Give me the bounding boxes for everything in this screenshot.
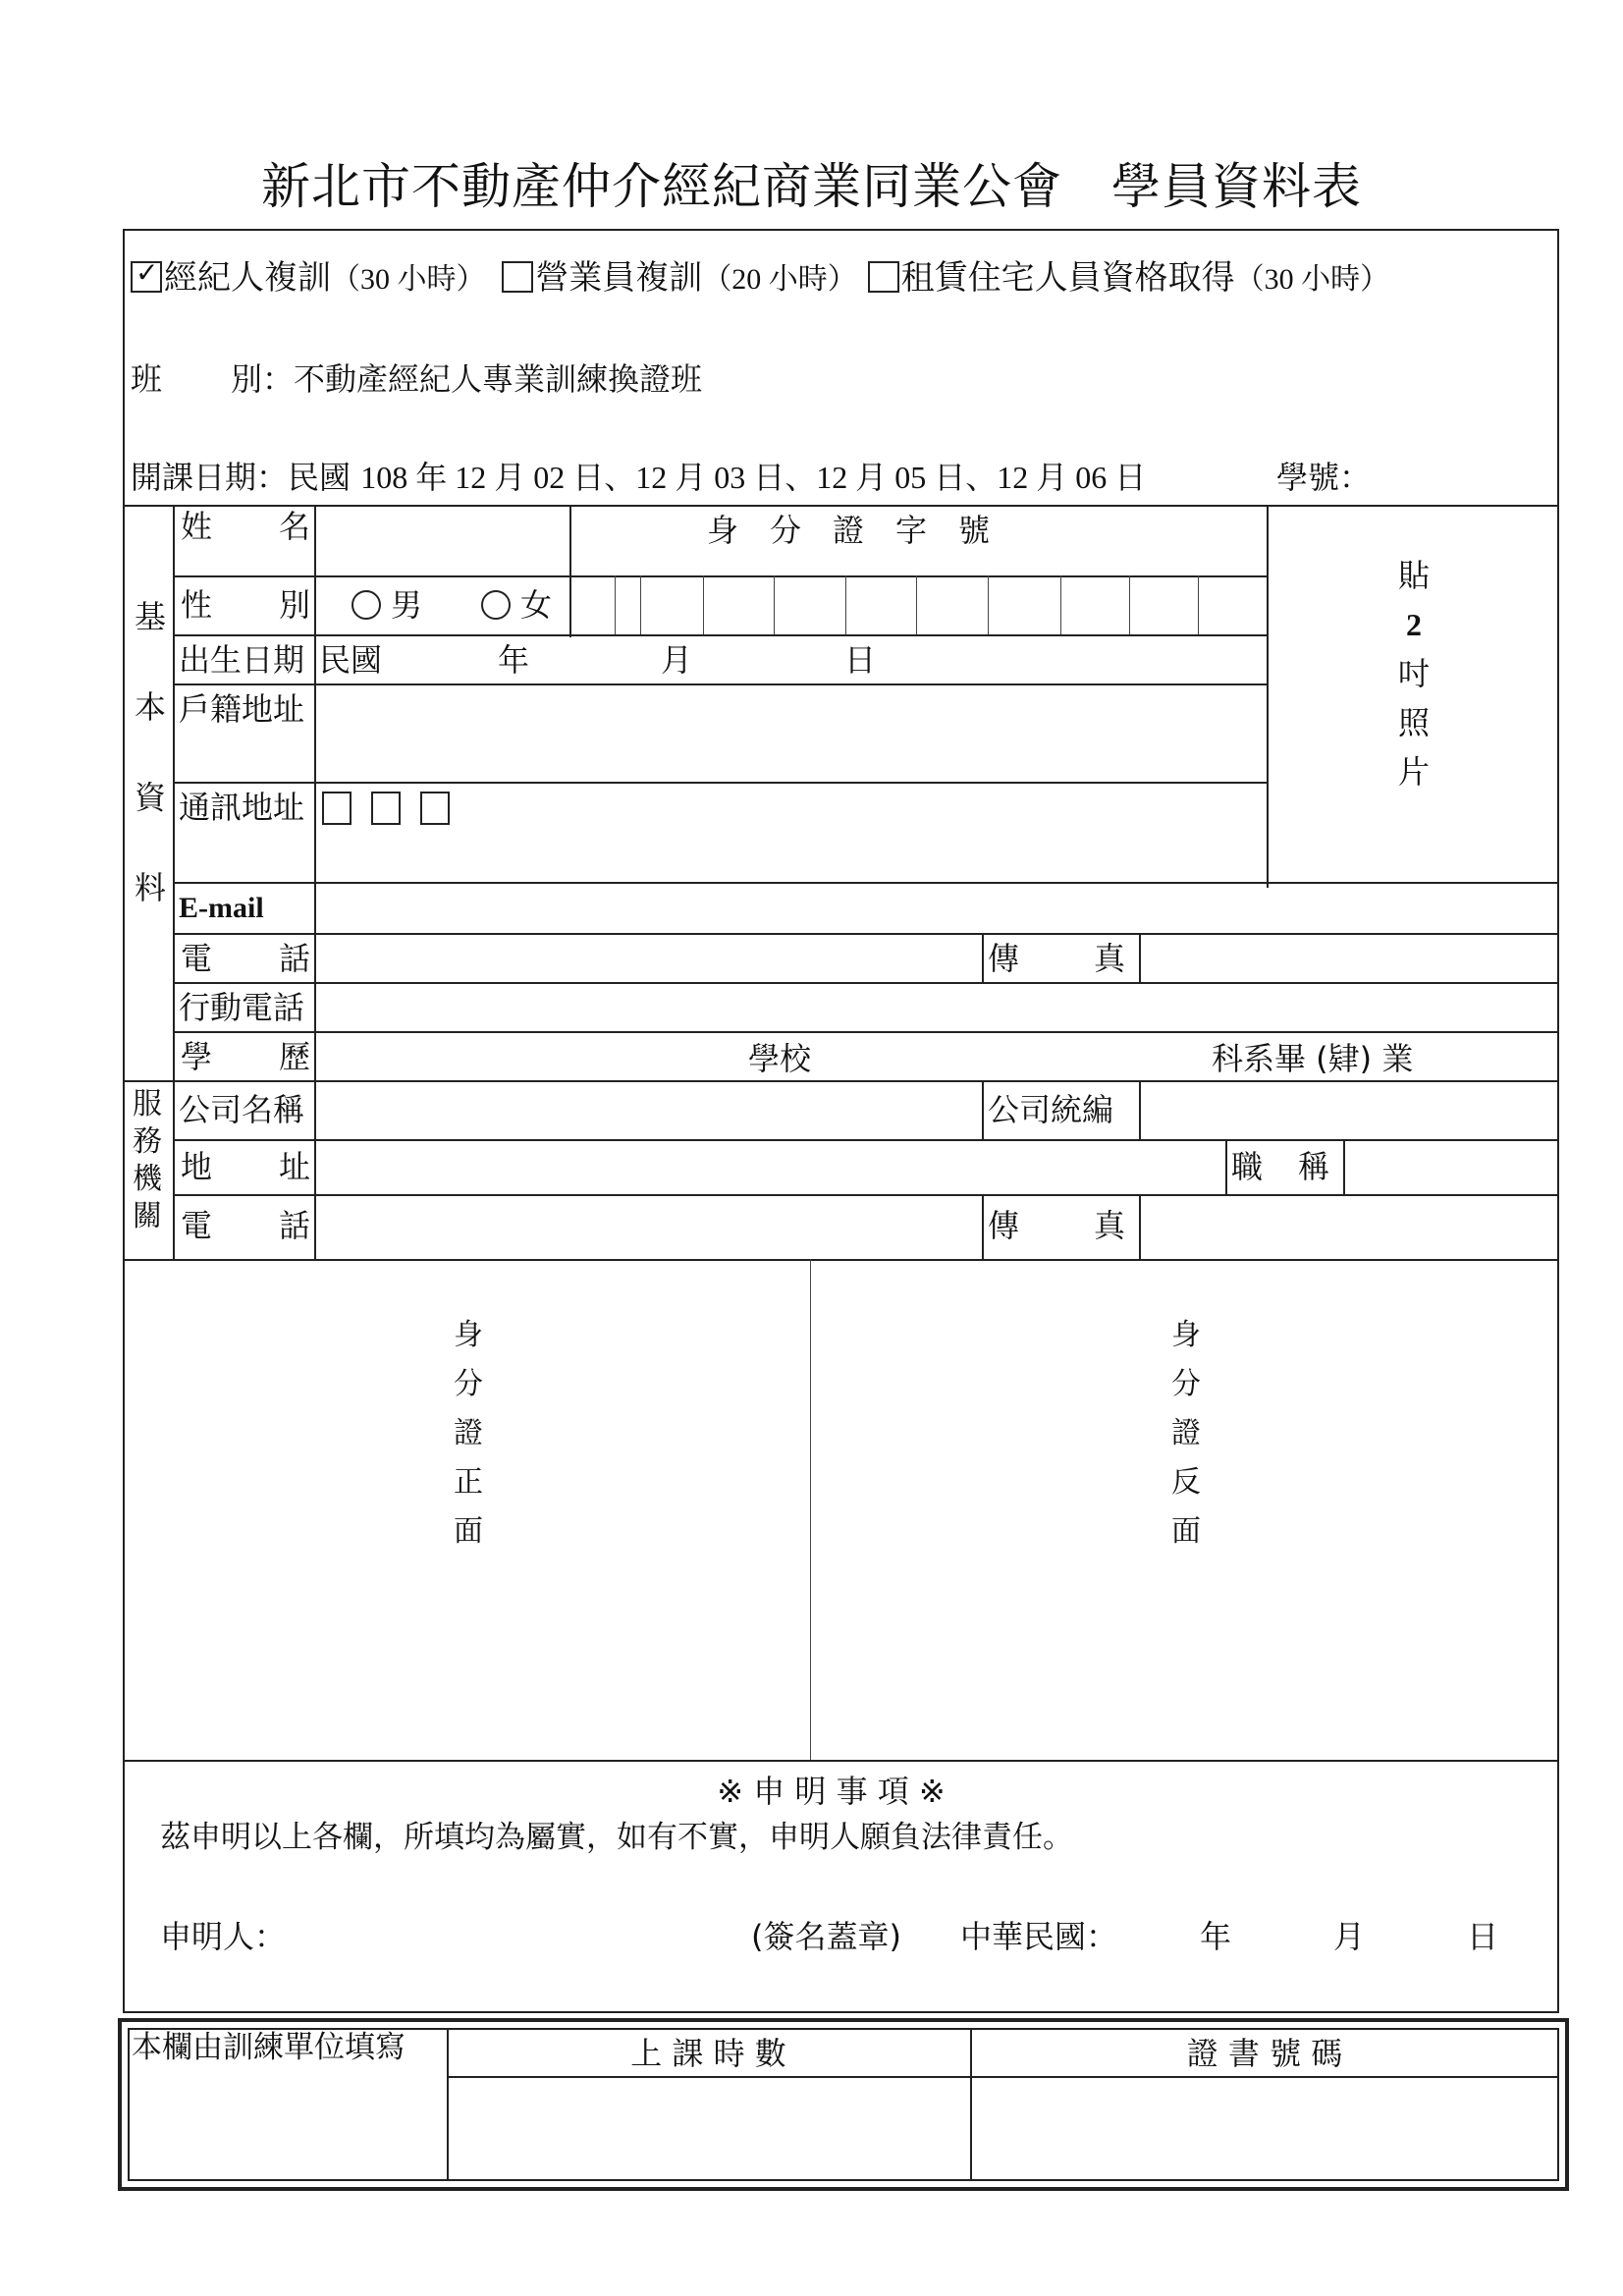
- label-text: （30 小時）: [1234, 263, 1390, 296]
- declaration-statement: 茲申明以上各欄，所填均為屬實，如有不實，申明人願負法律責任。: [160, 1820, 1073, 1855]
- job-title-input[interactable]: [1345, 1141, 1557, 1194]
- company-name-label: 公司名稱: [179, 1091, 305, 1128]
- label-text: 傳: [988, 1207, 1020, 1244]
- fax-label: [988, 940, 1125, 977]
- label-text: 租賃住宅人員資格取得: [900, 258, 1235, 298]
- company-tax-id-input[interactable]: [1141, 1082, 1557, 1139]
- gender-option-male[interactable]: [352, 586, 423, 624]
- label-text: 機: [133, 1162, 162, 1196]
- course-option-rental-housing[interactable]: [868, 258, 1390, 298]
- label-text: 日: [844, 641, 877, 679]
- label-text: 服: [133, 1087, 162, 1121]
- org-name: 新北市不動產仲介經紀商業同業公會: [261, 158, 1062, 215]
- table-divider: [982, 1194, 984, 1259]
- label-text: 反: [1171, 1465, 1201, 1500]
- label-text: 女: [520, 586, 553, 624]
- label-text: 面: [454, 1514, 483, 1549]
- label-text: 民國: [319, 641, 383, 679]
- department-label: 科系畢 (肄) 業: [1212, 1040, 1414, 1077]
- label-text: 月: [661, 641, 693, 679]
- company-phone-input[interactable]: [316, 1196, 980, 1259]
- class-value: 不動產經紀人專業訓練換證班: [294, 360, 703, 398]
- mobile-label: 行動電話: [179, 989, 305, 1026]
- label-text: 資: [134, 779, 166, 816]
- company-fax-input[interactable]: [1141, 1196, 1557, 1259]
- label-text: 片: [1397, 753, 1430, 791]
- class-hours-header: 上 課 時 數: [630, 2035, 786, 2072]
- label-text: 男: [391, 586, 423, 624]
- class-row: [131, 360, 703, 398]
- label-text: 分: [454, 1367, 483, 1401]
- mailing-address-label: 通訊地址: [179, 789, 305, 826]
- checkbox-icon[interactable]: [502, 261, 533, 293]
- course-option-broker-refresher[interactable]: [131, 258, 486, 298]
- label-text: 證: [1171, 1416, 1201, 1450]
- label-text: 電: [181, 1207, 213, 1244]
- label-text: 身: [454, 1318, 483, 1352]
- student-number-label: 學號：: [1276, 459, 1372, 496]
- label-text: 身: [1171, 1318, 1201, 1352]
- household-address-label: 戶籍地址: [179, 690, 305, 728]
- label-text: 照: [1397, 704, 1430, 741]
- table-divider: [123, 1760, 1559, 1762]
- company-phone-label: [181, 1207, 310, 1244]
- table-divider: [982, 933, 984, 982]
- table-divider: [1225, 1139, 1227, 1194]
- label-text: 歷: [278, 1038, 310, 1075]
- table-divider: [810, 1259, 811, 1760]
- label-text: 基: [134, 598, 166, 635]
- label-text: 真: [1093, 940, 1125, 977]
- company-tax-id-label: 公司統編: [988, 1091, 1114, 1128]
- table-divider: [982, 1080, 984, 1139]
- label-text: 經紀人複訓: [164, 258, 331, 298]
- label-text: 傳: [988, 940, 1020, 977]
- job-title-label: [1231, 1148, 1329, 1185]
- certificate-number-input[interactable]: [972, 2078, 1557, 2180]
- gender-label: [181, 586, 310, 624]
- certificate-number-header: 證 書 號 碼: [1186, 2035, 1343, 2072]
- name-label: [181, 508, 310, 545]
- label-text: 日: [1467, 1918, 1499, 1955]
- school-label: 學校: [748, 1040, 812, 1077]
- label-text: 2: [1406, 607, 1422, 642]
- label-text: 別：: [231, 360, 295, 398]
- gender-option-female[interactable]: [481, 586, 553, 624]
- id-card-front-label: [449, 1318, 488, 1549]
- label-text: 名: [278, 508, 310, 545]
- date-label: 中華民國：: [960, 1918, 1118, 1955]
- label-text: 料: [134, 869, 166, 906]
- phone-label: [181, 940, 310, 977]
- label-text: 分: [1171, 1367, 1201, 1401]
- label-text: （20 小時）: [702, 263, 857, 296]
- course-dates: 108 年 12 月 02 日、12 月 03 日、12 月 05 日、12 月 06 日: [360, 460, 1147, 495]
- table-divider: [1267, 505, 1269, 888]
- label-text: 吋: [1397, 655, 1430, 692]
- label-text: 正: [454, 1465, 483, 1500]
- declarant-label: 申明人：: [160, 1918, 287, 1955]
- label-text: 證: [454, 1416, 483, 1450]
- label-text: 別: [278, 586, 310, 624]
- label-text: 年: [1200, 1918, 1232, 1955]
- education-input[interactable]: [316, 1033, 1557, 1080]
- birth-date-label: 出生日期: [179, 641, 305, 679]
- phone-input[interactable]: [316, 935, 980, 982]
- postal-code-box[interactable]: [371, 792, 401, 825]
- id-number-header: 身 分 證 字 號: [707, 512, 991, 549]
- course-dates-row: [131, 459, 1147, 496]
- table-divider: [173, 575, 569, 577]
- employer-section-label: [128, 1087, 167, 1233]
- label-text: 班: [131, 360, 163, 398]
- declarant-signature-field[interactable]: [295, 1911, 746, 1958]
- label-text: 關: [133, 1199, 162, 1233]
- email-label: E-mail: [179, 892, 264, 924]
- radio-icon[interactable]: [481, 590, 511, 620]
- signature-label: (簽名蓋章): [751, 1918, 901, 1955]
- label-text: 性: [181, 586, 213, 624]
- company-fax-label: [988, 1207, 1125, 1244]
- label-text: 稱: [1297, 1148, 1329, 1185]
- id-card-back-label: [1166, 1318, 1206, 1549]
- checkbox-checked-icon[interactable]: [131, 261, 162, 293]
- label-text: （30 小時）: [331, 263, 486, 296]
- postal-code-box[interactable]: [322, 792, 352, 825]
- course-option-agent-refresher[interactable]: [502, 258, 857, 298]
- label-text: 地: [181, 1148, 213, 1185]
- label-text: 本: [134, 688, 166, 726]
- fax-input[interactable]: [1141, 935, 1557, 982]
- name-input[interactable]: [316, 507, 568, 575]
- postal-code-box[interactable]: [420, 792, 450, 825]
- label-text: 姓: [181, 508, 213, 545]
- label-text: 真: [1093, 1207, 1125, 1244]
- label-text: 面: [1171, 1514, 1201, 1549]
- company-name-input[interactable]: [316, 1082, 980, 1139]
- photo-placeholder: [1394, 557, 1434, 791]
- form-title: 學員資料表: [1111, 158, 1362, 215]
- basic-info-section-label: [131, 598, 170, 906]
- declaration-heading: ※ 申 明 事 項 ※: [717, 1773, 946, 1810]
- label-text: 開課日期：民國: [131, 459, 352, 496]
- birth-date-input[interactable]: [316, 636, 1265, 683]
- id-number-input[interactable]: [569, 575, 1267, 634]
- radio-icon[interactable]: [352, 590, 381, 620]
- label-text: 學: [181, 1038, 213, 1075]
- education-label: [181, 1038, 310, 1075]
- company-address-input[interactable]: [316, 1141, 1223, 1194]
- label-text: 址: [278, 1148, 310, 1185]
- checkbox-icon[interactable]: [868, 261, 899, 293]
- label-text: 月: [1333, 1918, 1366, 1955]
- page-title: [0, 147, 1623, 218]
- label-text: 電: [181, 940, 213, 977]
- training-unit-note: 本欄由訓練單位填寫: [132, 2030, 406, 2065]
- class-hours-input[interactable]: [449, 2078, 968, 2180]
- label-text: 職: [1231, 1148, 1264, 1185]
- label-text: 話: [278, 940, 310, 977]
- label-text: 務: [133, 1124, 162, 1159]
- label-text: 營業員複訓: [535, 258, 703, 298]
- company-address-label: [181, 1148, 310, 1185]
- mobile-input[interactable]: [316, 984, 1557, 1031]
- label-text: 話: [278, 1207, 310, 1244]
- course-options: [131, 258, 1390, 298]
- student-number-field[interactable]: [1375, 454, 1551, 497]
- label-text: 貼: [1397, 557, 1430, 594]
- label-text: 年: [498, 641, 530, 679]
- email-input[interactable]: [316, 884, 1557, 933]
- household-address-input[interactable]: [316, 685, 1265, 782]
- mailing-address-input[interactable]: [461, 784, 1265, 880]
